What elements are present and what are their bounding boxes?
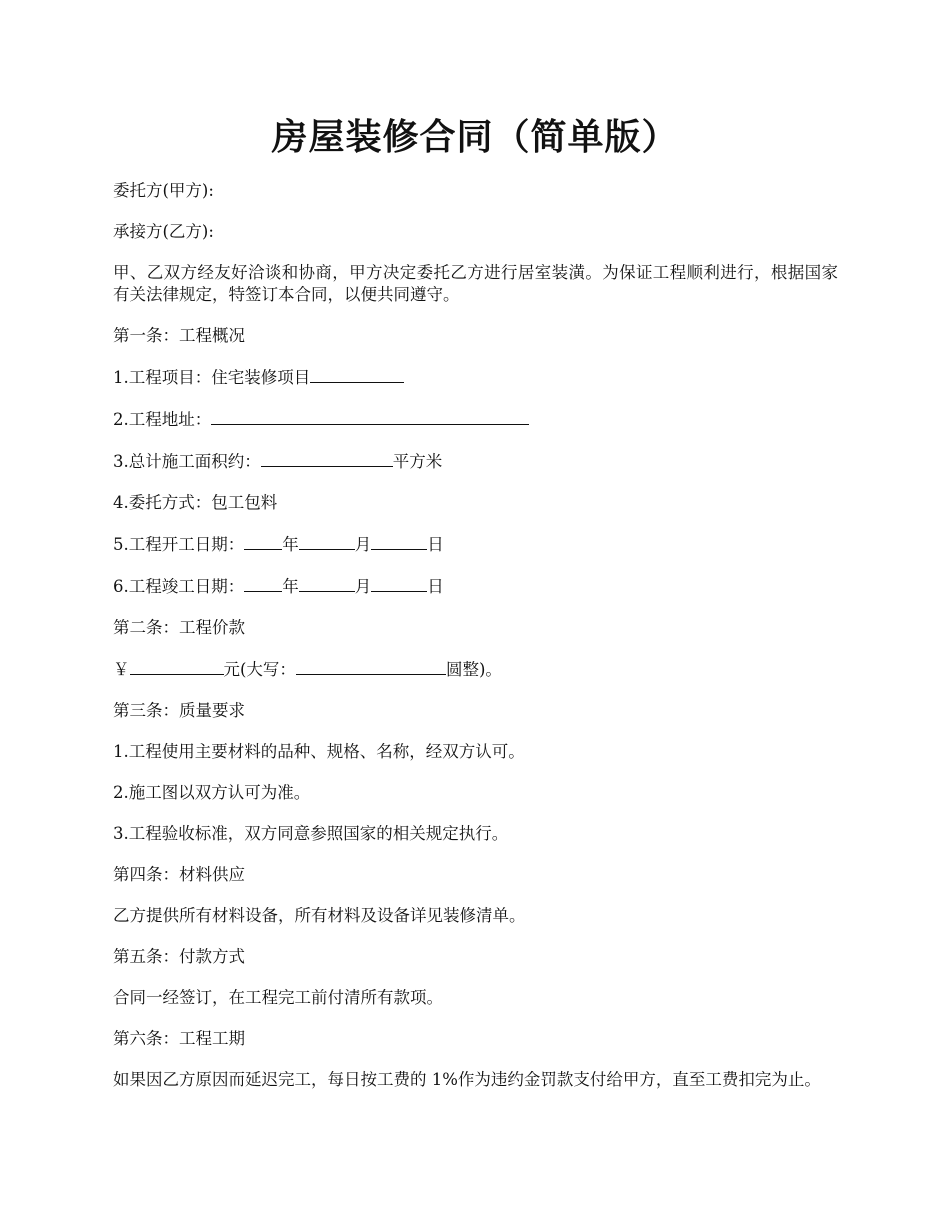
contract-body <box>113 180 838 1110</box>
start-date-label: 5.工程开工日期： <box>113 535 245 554</box>
price-closing: 圆整)。 <box>445 660 502 679</box>
address-label: 2.工程地址： <box>113 410 212 429</box>
end-date-item <box>113 575 838 598</box>
area-label: 3.总计施工面积约： <box>113 452 261 471</box>
article1-heading: 第一条：工程概况 <box>113 326 245 345</box>
area-unit: 平方米 <box>392 452 443 471</box>
project-item <box>113 366 838 389</box>
start-year-unit: 年 <box>282 535 299 554</box>
start-day-blank <box>371 533 427 550</box>
party-a-label: 委托方(甲方): <box>113 181 214 200</box>
end-year-blank <box>244 575 282 592</box>
page-title: 房屋装修合同（简单版） <box>271 116 679 158</box>
schedule-text: 如果因乙方原因而延迟完工，每日按工费的 1%作为违约金罚款支付给甲方，直至工费扣完为止。 <box>113 1070 821 1089</box>
start-month-unit: 月 <box>354 535 372 554</box>
party-b-label: 承接方(乙方): <box>113 222 214 241</box>
start-year-blank <box>244 533 282 550</box>
quality-item-2: 2.施工图以双方认可为准。 <box>113 783 311 802</box>
area-item <box>113 450 838 473</box>
article4-heading: 第四条：材料供应 <box>113 865 245 884</box>
area-blank <box>261 450 393 467</box>
quality-item-1: 1.工程使用主要材料的品种、规格、名称，经双方认可。 <box>113 742 525 761</box>
preamble-paragraph: 甲、乙双方经友好洽谈和协商，甲方决定委托乙方进行居室装潢。为保证工程顺利进行，根据国家有关法律规定，特签订本合同，以便共同遵守。 <box>113 263 838 304</box>
article6-heading: 第六条：工程工期 <box>113 1029 245 1048</box>
payment-text: 合同一经签订，在工程完工前付清所有款项。 <box>113 988 443 1007</box>
price-unit-text: 元(大写： <box>223 660 296 679</box>
end-month-unit: 月 <box>354 577 372 596</box>
address-blank <box>211 408 529 425</box>
end-day-blank <box>371 575 427 592</box>
project-blank <box>310 366 404 383</box>
currency-symbol: ￥ <box>113 660 130 679</box>
price-words-blank <box>296 658 446 675</box>
article2-heading: 第二条：工程价款 <box>113 618 245 637</box>
article3-heading: 第三条：质量要求 <box>113 701 245 720</box>
project-label: 1.工程项目：住宅装修项目 <box>113 368 311 387</box>
materials-text: 乙方提供所有材料设备，所有材料及设备详见装修清单。 <box>113 906 526 925</box>
end-year-unit: 年 <box>282 577 299 596</box>
article5-heading: 第五条：付款方式 <box>113 947 245 966</box>
price-item <box>113 658 838 681</box>
start-date-item <box>113 533 838 556</box>
address-item <box>113 408 838 431</box>
end-date-label: 6.工程竣工日期： <box>113 577 245 596</box>
start-day-unit: 日 <box>427 535 444 554</box>
start-month-blank <box>299 533 355 550</box>
quality-item-3: 3.工程验收标准，双方同意参照国家的相关规定执行。 <box>113 824 509 843</box>
commission-item: 4.委托方式：包工包料 <box>113 493 278 512</box>
price-blank <box>130 658 224 675</box>
end-month-blank <box>299 575 355 592</box>
end-day-unit: 日 <box>427 577 444 596</box>
